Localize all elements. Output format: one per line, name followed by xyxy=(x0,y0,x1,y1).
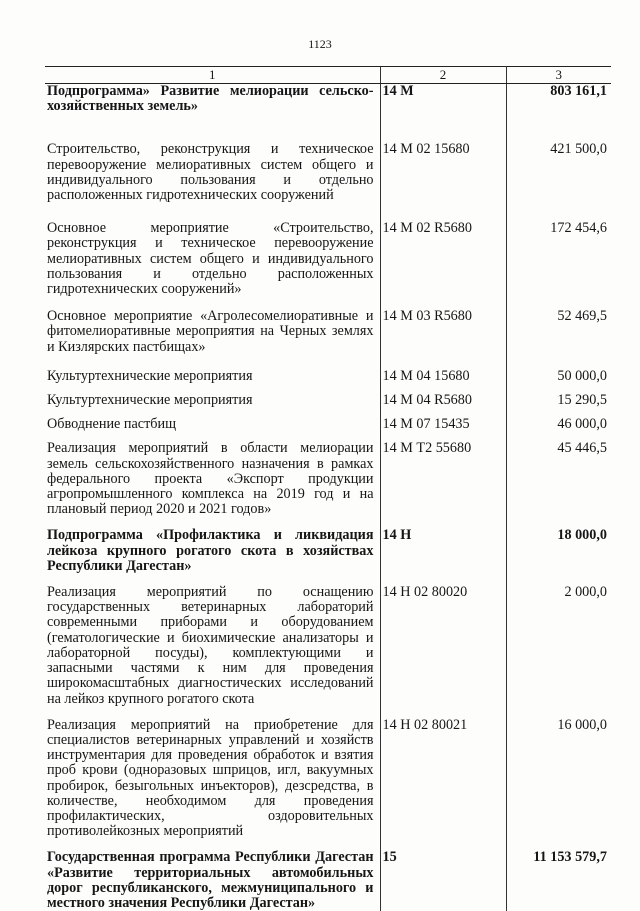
row-amount: 18 000,0 xyxy=(506,528,611,574)
row-code: 14 Н xyxy=(380,528,506,574)
row-name: Обводнение пастбищ xyxy=(45,417,380,432)
row-code: 14 М 04 15680 xyxy=(380,369,506,384)
row-amount: 803 161,1 xyxy=(506,84,611,115)
row-amount: 172 454,6 xyxy=(506,221,611,297)
row-name: Реализация мероприятий в области мелиорации земель сельскохозяйственного назначения в рамках федерального проекта «Экспорт продукции агропромышленного комплекса на 2019 год и на плановый период 2020 и 2021 годов» xyxy=(45,441,380,517)
row-code: 14 М 04 R5680 xyxy=(380,393,506,408)
table-row xyxy=(45,441,611,517)
row-code: 14 М 02 R5680 xyxy=(380,221,506,297)
table-body xyxy=(45,84,611,911)
row-spacer xyxy=(45,114,611,142)
table-row xyxy=(45,528,611,574)
row-code: 14 М 07 15435 xyxy=(380,417,506,432)
row-name: Культуртехнические мероприятия xyxy=(45,393,380,408)
row-amount: 16 000,0 xyxy=(506,718,611,840)
row-code: 14 М xyxy=(380,84,506,115)
table-row xyxy=(45,417,611,432)
row-amount: 50 000,0 xyxy=(506,369,611,384)
row-code: 14 М 03 R5680 xyxy=(380,309,506,355)
row-amount: 421 500,0 xyxy=(506,142,611,203)
column-header: 2 xyxy=(380,67,506,84)
table-row xyxy=(45,585,611,707)
row-name: Основное мероприятие «Агролесомелиоративные и фитомелиоративные мероприятия на Черных землях и Кизлярских пастбищах» xyxy=(45,309,380,355)
column-header: 3 xyxy=(506,67,611,84)
budget-table xyxy=(45,66,611,911)
row-code: 15 xyxy=(380,850,506,911)
table-row xyxy=(45,309,611,355)
row-amount: 2 000,0 xyxy=(506,585,611,707)
row-amount: 45 446,5 xyxy=(506,441,611,517)
page-number: 1123 xyxy=(0,37,640,52)
row-code: 14 М Т2 55680 xyxy=(380,441,506,517)
table-row xyxy=(45,393,611,408)
table-row xyxy=(45,142,611,203)
row-code: 14 Н 02 80021 xyxy=(380,718,506,840)
row-name: Подпрограмма» Развитие мелиорации сельско-хозяйственных земель» xyxy=(45,84,380,115)
row-name: Подпрограмма «Профилактика и ликвидация лейкоза крупного рогатого скота в хозяйствах Республики Дагестан» xyxy=(45,528,380,574)
table-row xyxy=(45,221,611,297)
row-amount: 46 000,0 xyxy=(506,417,611,432)
row-name: Реализация мероприятий по оснащению государственных ветеринарных лабораторий современными приборами и оборудованием (гематологические и биохимические анализаторы и лабораторной посуды), комплектующими и запасными частями к ним для проведения широкомасштабных диагностических исследований на лейкоз крупного рогатого скота xyxy=(45,585,380,707)
row-amount: 15 290,5 xyxy=(506,393,611,408)
table-row xyxy=(45,369,611,384)
table-row xyxy=(45,84,611,115)
table-row xyxy=(45,718,611,840)
row-amount: 11 153 579,7 xyxy=(506,850,611,911)
row-name: Строительство, реконструкция и техническое перевооружение мелиоративных систем общего и индивидуального пользования и отдельно расположенных гидротехнических сооружений xyxy=(45,142,380,203)
row-name: Основное мероприятие «Строительство, реконструкция и техническое перевооружение мелиоративных систем общего и индивидуального пользования и отдельно расположенных гидротехнических сооружений» xyxy=(45,221,380,297)
table-row xyxy=(45,850,611,911)
row-spacer xyxy=(45,355,611,369)
row-name: Государственная программа Республики Дагестан «Развитие территориальных автомобильных дорог республиканского, межмуниципального и местного значения Республики Дагестан» xyxy=(45,850,380,911)
column-header: 1 xyxy=(45,67,380,84)
row-code: 14 М 02 15680 xyxy=(380,142,506,203)
row-code: 14 Н 02 80020 xyxy=(380,585,506,707)
row-name: Культуртехнические мероприятия xyxy=(45,369,380,384)
row-name: Реализация мероприятий на приобретение для специалистов ветеринарных управлений и хозяйств инструментария для проведения обработок и взятия проб крови (одноразовых шприцов, игл, вакуумных пробирок, безыгольных инъекторов), дезсредства, в количестве, необходимом для проведения профилактических, оздоровительных противолейкозных мероприятий xyxy=(45,718,380,840)
row-amount: 52 469,5 xyxy=(506,309,611,355)
row-spacer xyxy=(45,203,611,221)
table-header xyxy=(45,67,611,84)
